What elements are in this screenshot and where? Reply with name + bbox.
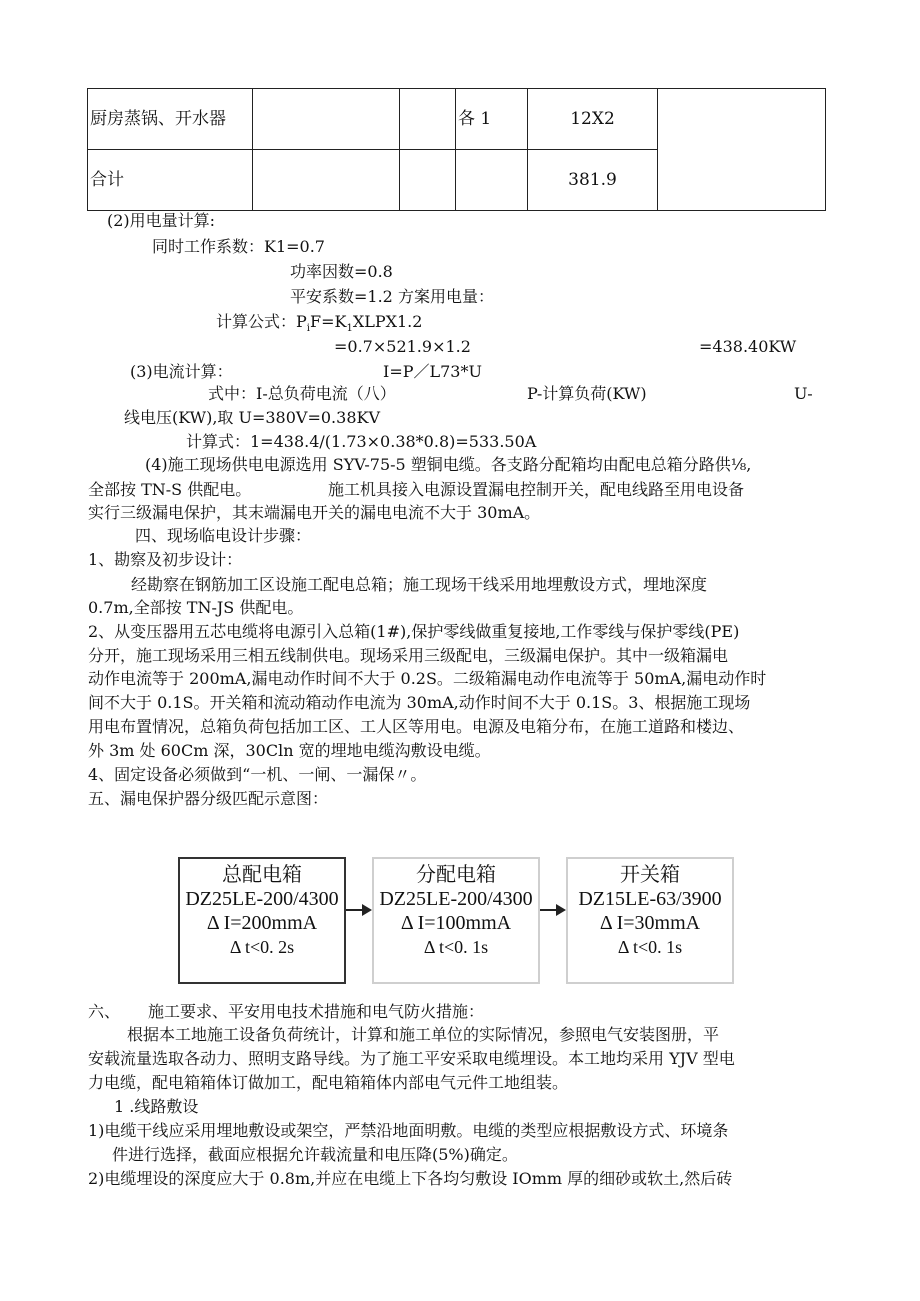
table-row	[88, 89, 826, 150]
box-current: Δ I=30mmA	[599, 912, 701, 934]
table-cell	[658, 89, 826, 211]
paragraph-line: 施工机具接入电源设置漏电控制开关，配电线路至用电设备	[328, 480, 745, 499]
table-cell: 厨房蒸锅、开水器	[88, 89, 253, 150]
paragraph-line: 力电缆，配电箱箱体订做加工，配电箱箱体内部电气元件工地组装。	[88, 1073, 569, 1092]
paragraph-line: 2、从变压器用五芯电缆将电源引入总箱(1#),保护零线做重复接地,工作零线与保护零线(PE)	[88, 622, 740, 641]
paragraph-line: 实行三级漏电保护，其末端漏电开关的漏电电流不大于 30mA。	[88, 503, 541, 522]
paragraph-line: 外 3m 处 60Cm 深，30Cln 宽的埋地电缆沟敷设电缆。	[88, 741, 491, 760]
formula-part: 计算公式：P	[216, 312, 307, 331]
section-heading: 四、现场临电设计步骤：	[135, 526, 312, 545]
formula-line	[216, 314, 422, 334]
sub-distribution-box	[372, 857, 540, 984]
paragraph-line: 4、固定设备必须做到“一机、一闸、一漏保〃。	[88, 765, 427, 784]
box-time: Δ t<0. 1s	[617, 937, 683, 957]
paragraph-line: 间不大于 0.1S。开关箱和流动箱动作电流为 30mA,动作时间不大于 0.1S。3、根据施工现场	[88, 693, 751, 712]
load-table	[87, 88, 826, 211]
switch-box	[566, 857, 734, 984]
box-time: Δ t<0. 1s	[423, 937, 489, 957]
section-heading: 施工要求、平安用电技术措施和电气防火措施：	[148, 1002, 485, 1021]
box-current: Δ I=200mmA	[206, 912, 318, 934]
table-cell	[253, 150, 400, 211]
text-line: 同时工作系数：K1=0.7	[152, 237, 325, 256]
formula-result: =438.40KW	[699, 337, 797, 356]
box-title: 分配电箱	[416, 864, 496, 886]
table-cell: 合计	[88, 150, 253, 211]
text-line: 式中：I-总负荷电流（八）	[208, 384, 396, 403]
paragraph-line: 分开，施工现场采用三相五线制供电。现场采用三级配电，三级漏电保护。其中一级箱漏电	[88, 646, 729, 665]
box-model: DZ25LE-200/4300	[185, 888, 339, 910]
box-title: 开关箱	[620, 864, 680, 886]
arrow-right-icon	[346, 898, 374, 922]
formula-subscript: i	[306, 323, 310, 335]
paragraph-line: 动作电流等于 200mA,漏电动作时间不大于 0.2S。二级箱漏电动作电流等于 50mA,漏电动作时	[88, 669, 767, 688]
main-distribution-box	[178, 857, 346, 984]
table-cell	[400, 150, 456, 211]
paragraph-line: (4)施工现场供电电源选用 SYV-75-5 塑铜电缆。各支路分配箱均由配电总箱分路供⅛,	[145, 455, 752, 474]
formula-line: 计算式：1=438.4/(1.73×0.38*0.8)=533.50A	[186, 432, 537, 451]
table-cell: 381.9	[528, 150, 658, 211]
section-heading: 1 .线路敷设	[114, 1097, 199, 1116]
paragraph-line: 用电布置情况，总箱负荷包括加工区、工人区等用电。电源及电箱分布，在施工道路和楼边、	[88, 717, 745, 736]
box-title: 总配电箱	[222, 864, 302, 886]
text-line: 平安系数=1.2 方案用电量：	[290, 287, 494, 306]
table-cell	[456, 150, 528, 211]
table-cell: 12X2	[528, 89, 658, 150]
box-model: DZ25LE-200/4300	[379, 888, 533, 910]
text-line: 线电压(KW),取 U=380V=0.38KV	[124, 408, 381, 427]
text-line: P-计算负荷(KW)	[527, 384, 647, 403]
paragraph-line: 安载流量选取各动力、照明支路导线。为了施工平安采取电缆埋设。本工地均采用 YJV 型电	[88, 1049, 735, 1068]
paragraph-line: 1)电缆干线应采用埋地敷设或架空，严禁沿地面明敷。电缆的类型应根据敷设方式、环境条	[88, 1121, 729, 1140]
formula-part: XLPX1.2	[352, 312, 423, 331]
paragraph-line: 经勘察在钢筋加工区设施工配电总箱；施工现场干线采用地埋敷设方式，埋地深度	[131, 575, 708, 594]
formula-subscript: 1	[346, 323, 353, 335]
box-model: DZ15LE-63/3900	[578, 888, 722, 910]
text-line: U-	[794, 384, 813, 403]
box-time: Δ t<0. 2s	[229, 937, 295, 957]
table-cell: 各 1	[456, 89, 528, 150]
section-heading: (2)用电量计算:	[107, 211, 216, 230]
table-cell	[400, 89, 456, 150]
section-heading: 五、漏电保护器分级匹配示意图：	[88, 789, 329, 808]
arrow-right-icon	[540, 898, 568, 922]
section-number: 六、	[88, 1002, 121, 1021]
formula-part: F=K	[309, 312, 347, 331]
paragraph-line: 0.7m,全部按 TN-JS 供配电。	[88, 598, 304, 617]
table-cell	[253, 89, 400, 150]
formula-line: I=P／L73*U	[383, 362, 482, 381]
formula-line: =0.7×521.9×1.2	[334, 337, 471, 356]
box-current: Δ I=100mmA	[400, 912, 512, 934]
section-heading: (3)电流计算：	[130, 362, 233, 381]
paragraph-line: 件进行选择，截面应根据允许载流量和电压降(5%)确定。	[112, 1145, 518, 1164]
section-heading: 1、勘察及初步设计：	[88, 550, 243, 569]
paragraph-line: 全部按 TN-S 供配电。	[88, 480, 252, 499]
paragraph-line: 根据本工地施工设备负荷统计，计算和施工单位的实际情况，参照电气安装图册，平	[127, 1025, 720, 1044]
paragraph-line: 2)电缆埋设的深度应大于 0.8m,并应在电缆上下各均匀敷设 IOmm 厚的细砂或软土,然后砖	[88, 1169, 733, 1188]
text-line: 功率因数=0.8	[290, 262, 393, 281]
